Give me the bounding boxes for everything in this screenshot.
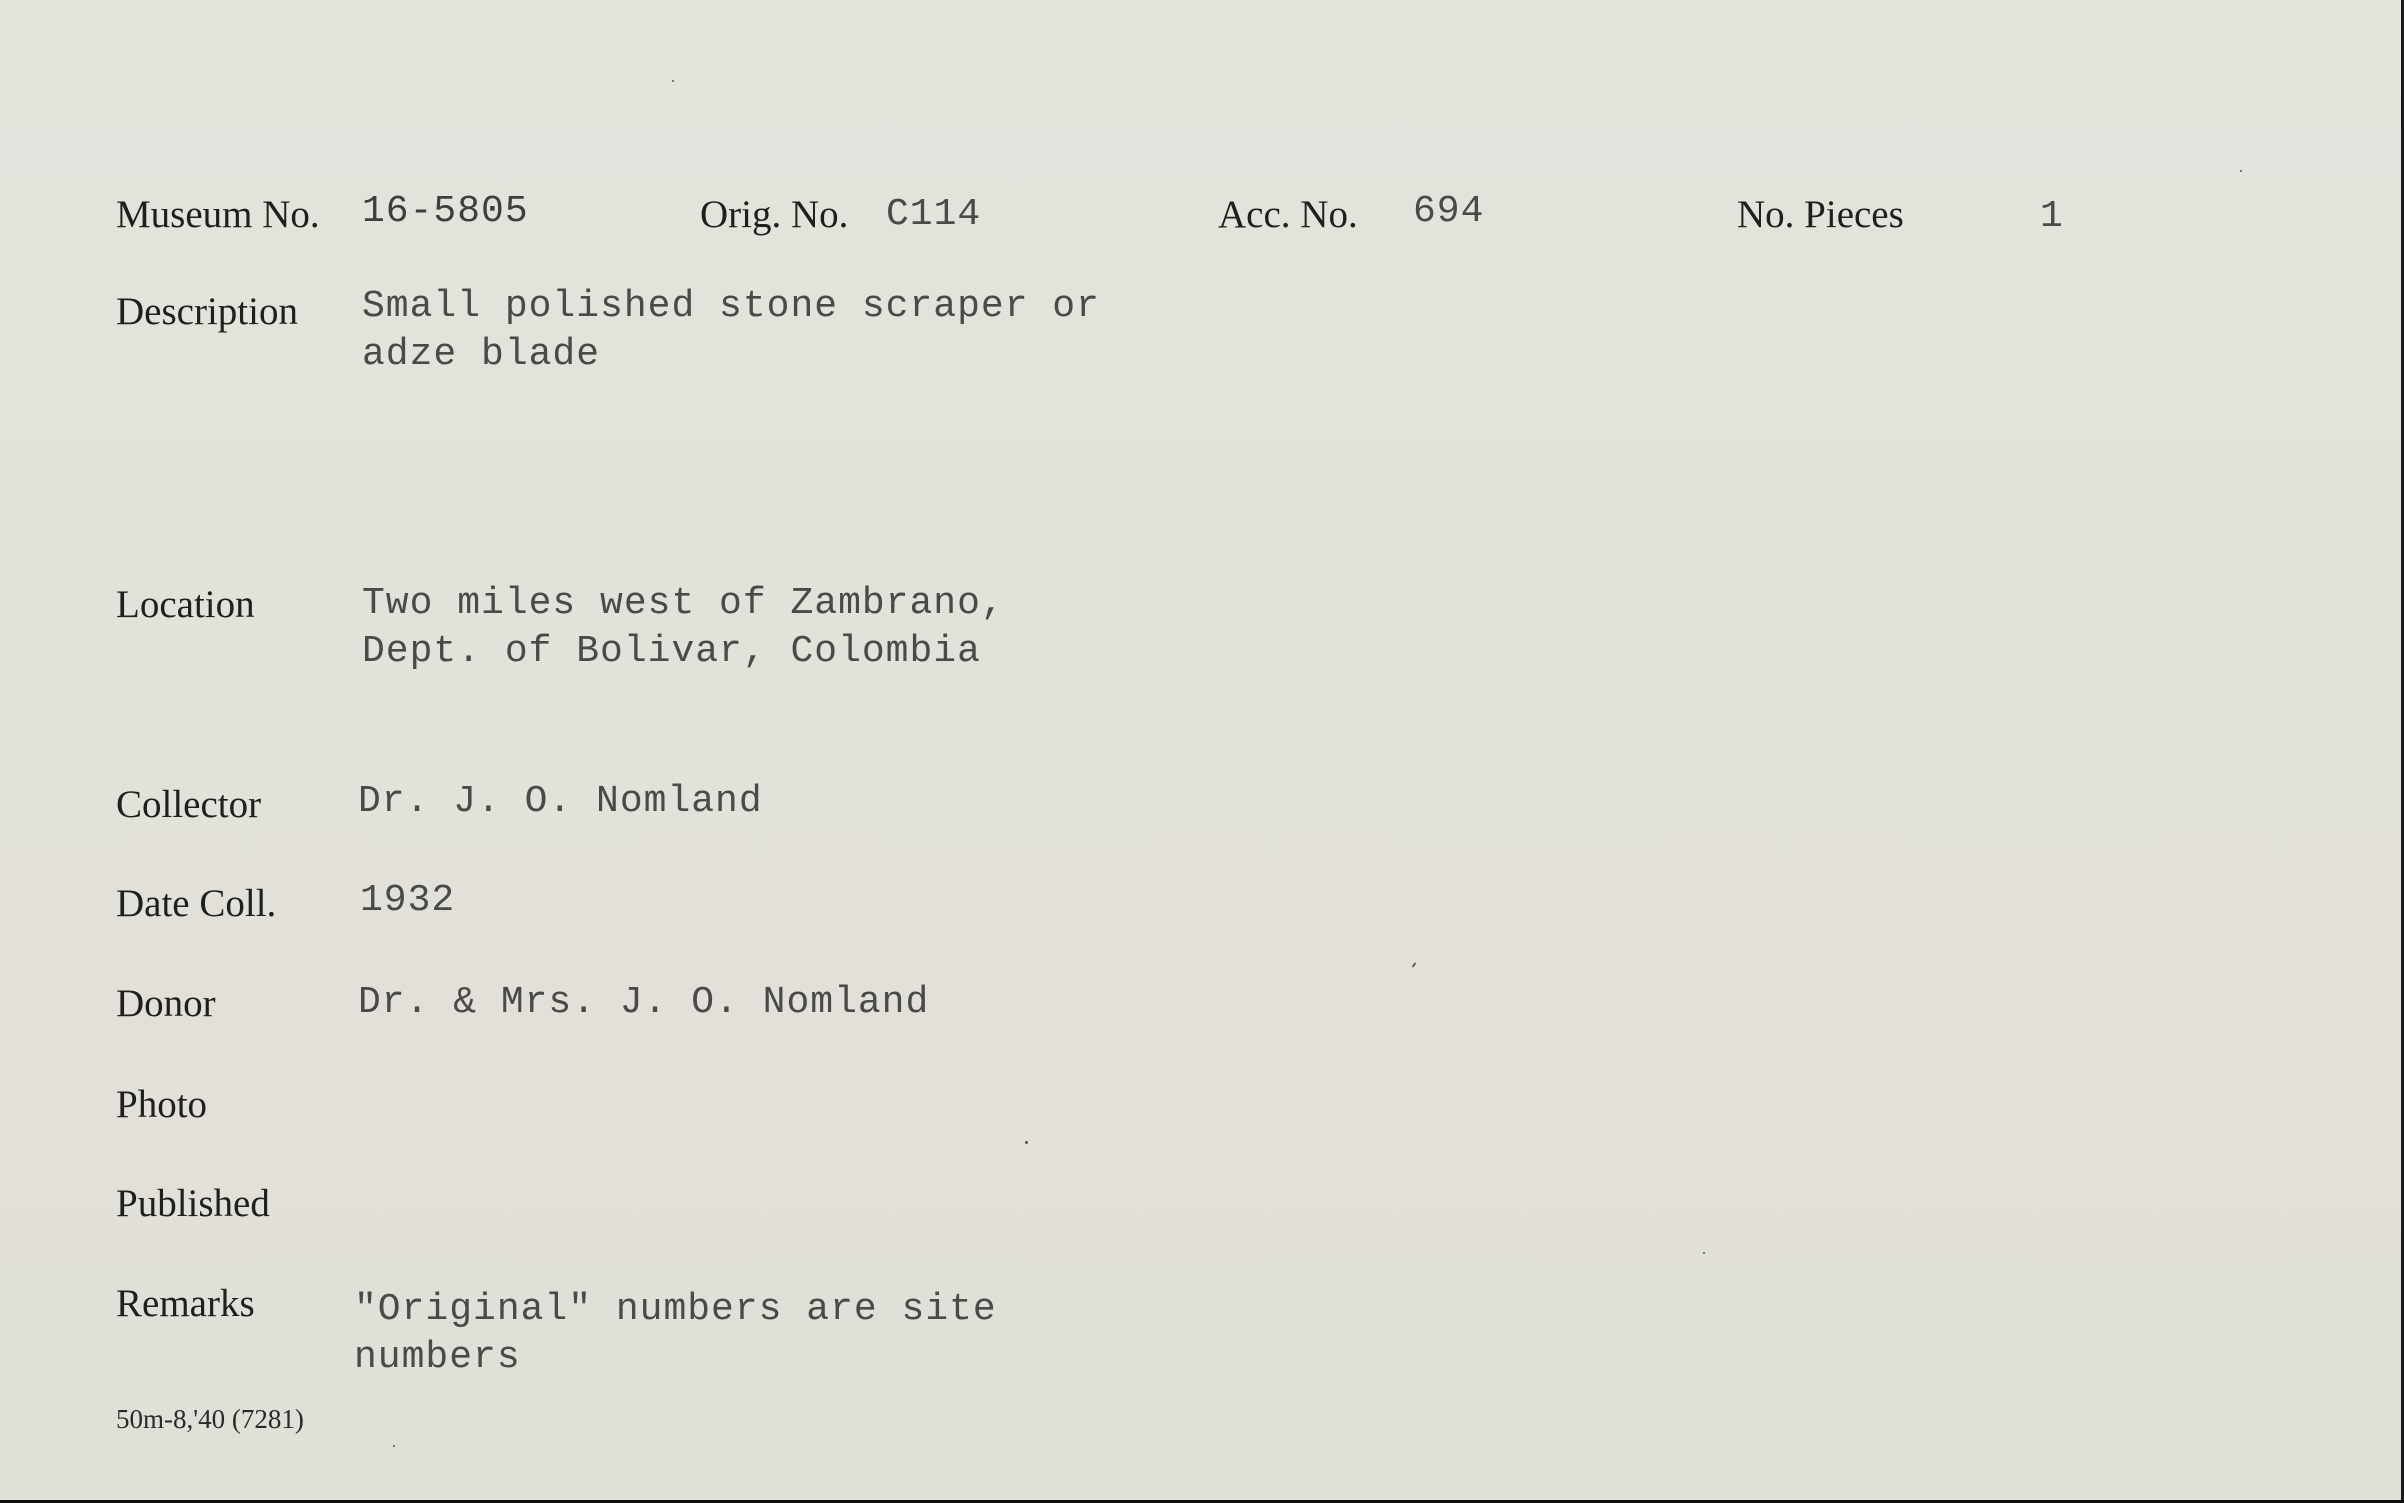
- date-coll-label: Date Coll.: [116, 882, 277, 925]
- remarks-value: "Original" numbers are site numbers: [354, 1288, 997, 1379]
- acc-no-label: Acc. No.: [1218, 193, 1358, 236]
- photo-label: Photo: [116, 1083, 208, 1126]
- paper-speck: [2240, 170, 2242, 172]
- location-value: Two miles west of Zambrano, Dept. of Bolivar, Colombia: [362, 582, 1005, 673]
- collector-value: Dr. J. O. Nomland: [358, 780, 763, 823]
- no-pieces-label: No. Pieces: [1737, 193, 1904, 236]
- remarks-label: Remarks: [116, 1282, 255, 1325]
- paper-speck: [672, 80, 674, 82]
- acc-no-value: 694: [1413, 190, 1485, 233]
- museum-no-label: Museum No.: [116, 193, 320, 236]
- published-label: Published: [116, 1182, 270, 1225]
- paper-speck: [1703, 1252, 1705, 1254]
- donor-value: Dr. & Mrs. J. O. Nomland: [358, 981, 930, 1024]
- orig-no-label: Orig. No.: [700, 193, 849, 236]
- location-label: Location: [116, 583, 255, 626]
- paper-speck: [1025, 1141, 1028, 1144]
- date-coll-value: 1932: [360, 879, 456, 922]
- paper-speck: [393, 1445, 395, 1447]
- description-label: Description: [116, 290, 298, 333]
- donor-label: Donor: [116, 982, 216, 1025]
- footer-print-code: 50m-8,'40 (7281): [116, 1404, 304, 1434]
- collector-label: Collector: [116, 783, 262, 826]
- museum-no-value: 16-5805: [362, 190, 529, 233]
- no-pieces-value: 1: [2040, 195, 2064, 238]
- description-value: Small polished stone scraper or adze blade: [362, 285, 1100, 376]
- paper-speck: [1411, 962, 1416, 968]
- orig-no-value: C114: [886, 193, 982, 236]
